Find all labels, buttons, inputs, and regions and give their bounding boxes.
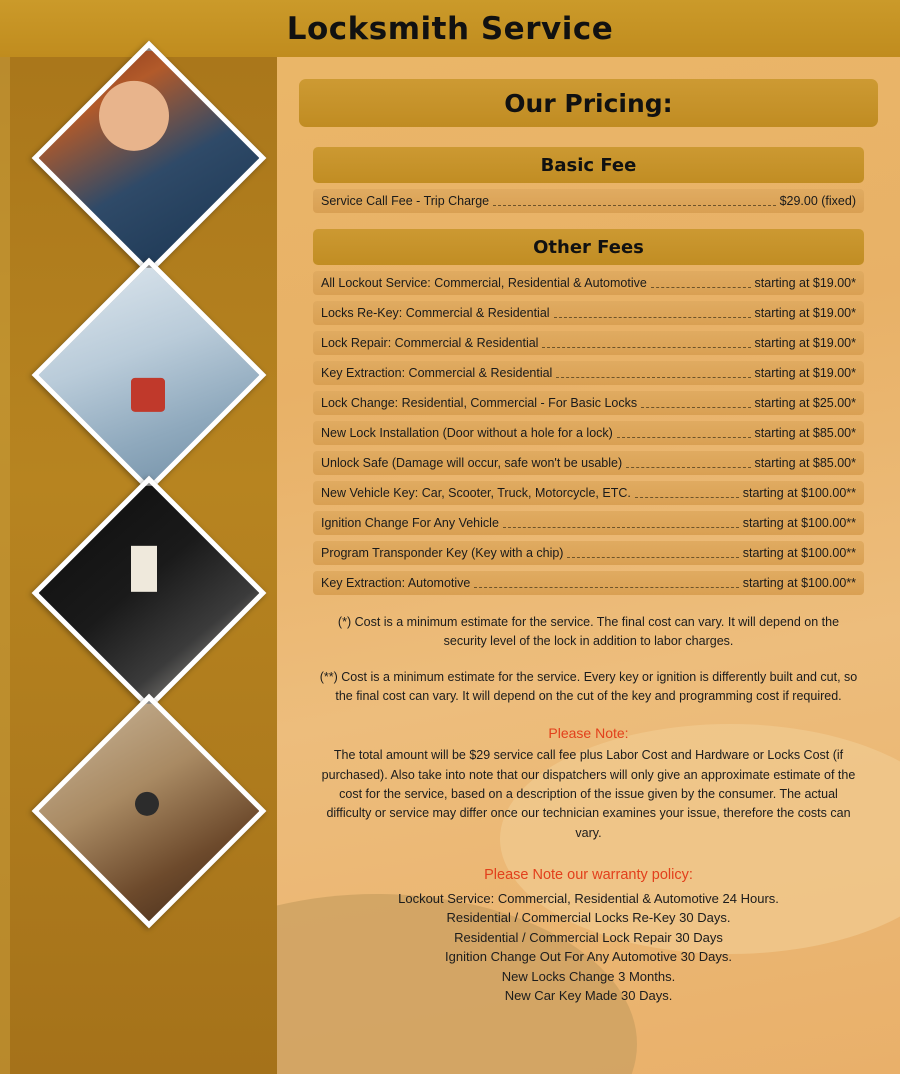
fee-price: starting at $19.00*	[754, 366, 856, 380]
fee-price: starting at $100.00**	[742, 516, 856, 530]
warranty-line: New Car Key Made 30 Days.	[504, 988, 673, 1004]
fee-price: starting at $19.00*	[754, 336, 856, 350]
fee-price: starting at $85.00*	[754, 456, 856, 470]
please-note-title: Please Note:	[548, 724, 629, 741]
fee-price: $29.00 (fixed)	[779, 194, 856, 208]
fee-price: starting at $19.00*	[754, 276, 856, 290]
other-fees-heading-text: Other Fees	[533, 236, 644, 258]
leader-dots	[493, 196, 775, 206]
fee-price: starting at $100.00**	[742, 546, 856, 560]
fee-label: New Vehicle Key: Car, Scooter, Truck, Motorcycle, ETC.	[321, 486, 631, 500]
footnotes	[319, 613, 858, 843]
leader-dots	[626, 458, 750, 468]
warranty-line: Lockout Service: Commercial, Residential & Automotive 24 Hours.	[398, 890, 779, 906]
fee-label: New Lock Installation (Door without a hole for a lock)	[321, 426, 613, 440]
fee-price: starting at $100.00**	[742, 486, 856, 500]
fee-label: Unlock Safe (Damage will occur, safe won't be usable)	[321, 456, 623, 470]
warranty-line: Residential / Commercial Lock Repair 30 Days	[454, 929, 723, 945]
leader-dots	[617, 428, 751, 438]
fee-label: Lock Change: Residential, Commercial - For Basic Locks	[321, 396, 638, 410]
leader-dots	[635, 488, 739, 498]
leader-dots	[651, 278, 751, 288]
leader-dots	[474, 578, 738, 588]
table-row	[313, 481, 864, 505]
leader-dots	[641, 398, 750, 408]
fee-price: starting at $85.00*	[754, 426, 856, 440]
pricing-banner	[299, 79, 878, 127]
leader-dots	[556, 368, 750, 378]
other-fees-heading	[313, 229, 864, 265]
other-fees-section	[313, 229, 864, 595]
leader-dots	[503, 518, 739, 528]
warranty-policy	[299, 865, 878, 1006]
please-note-body: The total amount will be $29 service call fee plus Labor Cost and Hardware or Locks Cost (if purchased). Also take into note that our dispatchers will only give an approximate estimate of the cost for the service, based on a description of the issue given by the consumer. The actual difficulty or service may differ once our technician examines your issue, therefore the costs can vary.	[321, 748, 856, 840]
leader-dots	[554, 308, 751, 318]
warranty-line: New Locks Change 3 Months.	[501, 968, 676, 984]
left-edge-strip	[0, 0, 10, 1074]
basic-fee-section	[313, 147, 864, 213]
table-row	[313, 451, 864, 475]
basic-fee-heading	[313, 147, 864, 183]
table-row	[313, 391, 864, 415]
fee-label: Service Call Fee - Trip Charge	[321, 194, 490, 208]
leader-dots	[542, 338, 750, 348]
page-title: Locksmith Service	[286, 10, 614, 47]
pricing-content	[277, 57, 900, 1006]
fee-label: Locks Re-Key: Commercial & Residential	[321, 306, 550, 320]
fee-label: All Lockout Service: Commercial, Residential & Automotive	[321, 276, 647, 290]
pricing-banner-text: Our Pricing:	[504, 88, 673, 118]
warranty-line: Ignition Change Out For Any Automotive 30 Days.	[445, 949, 732, 965]
table-row	[313, 361, 864, 385]
basic-fee-heading-text: Basic Fee	[540, 154, 637, 176]
table-row	[313, 421, 864, 445]
table-row	[313, 189, 864, 213]
table-row	[313, 301, 864, 325]
fee-label: Program Transponder Key (Key with a chip)	[321, 546, 564, 560]
main-content-panel	[277, 57, 900, 1074]
fee-price: starting at $19.00*	[754, 306, 856, 320]
table-row	[313, 271, 864, 295]
table-row	[313, 331, 864, 355]
fee-label: Key Extraction: Automotive	[321, 576, 471, 590]
fee-label: Lock Repair: Commercial & Residential	[321, 336, 539, 350]
page-header	[0, 0, 900, 57]
table-row	[313, 511, 864, 535]
fee-label: Ignition Change For Any Vehicle	[321, 516, 499, 530]
table-row	[313, 571, 864, 595]
fee-price: starting at $25.00*	[754, 396, 856, 410]
warranty-title: Please Note our warranty policy:	[484, 867, 693, 884]
footnote-single-star: (*) Cost is a minimum estimate for the service. The final cost can vary. It will depend on the security level of the lock in addition to labor charges.	[337, 615, 840, 649]
table-row	[313, 541, 864, 565]
footnote-double-star: (**) Cost is a minimum estimate for the service. Every key or ignition is differently built and cut, so the final cost can vary. It will depend on the cut of the key and programming cost if required.	[319, 669, 858, 704]
fee-price: starting at $100.00**	[742, 576, 856, 590]
warranty-line: Residential / Commercial Locks Re-Key 30 Days.	[446, 910, 731, 926]
leader-dots	[567, 548, 738, 558]
fee-label: Key Extraction: Commercial & Residential	[321, 366, 553, 380]
